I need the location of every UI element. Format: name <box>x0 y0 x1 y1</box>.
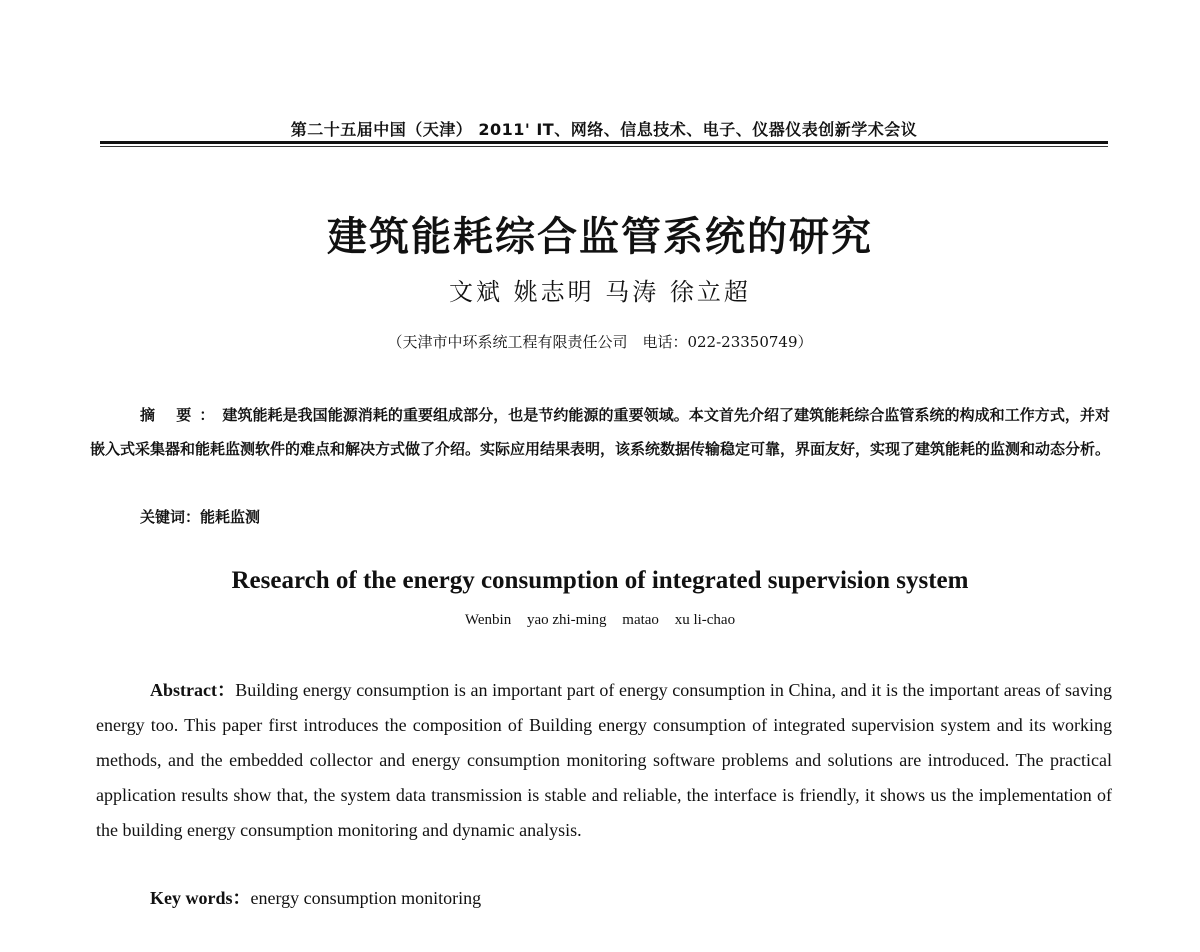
en-title: Research of the energy consumption of integrated supervision system <box>231 567 969 594</box>
en-abstract <box>96 673 1112 848</box>
cn-title: 建筑能耗综合监管系统的研究 <box>327 214 873 260</box>
en-abstract-text: Building energy consumption is an important part of energy consumption in China, and it is the important areas of saving energy too. This paper first introduces the composition of Building energy consumption of integrated supervision system and its working methods, and the embedded collector and energy consumption monitoring software problems and solutions are introduced. The practical application results show that, the system data transmission is stable and reliable, the interface is friendly, it shows us the implementation of the building energy consumption monitoring and dynamic analysis. <box>96 680 1113 840</box>
en-author: yao zhi-ming <box>526 612 607 628</box>
en-abstract-label: Abstract： <box>150 680 236 700</box>
cn-affiliation: （天津市中环系统工程有限责任公司 电话：022-23350749） <box>387 333 813 351</box>
en-author: Wenbin <box>464 612 512 628</box>
en-keywords-text: energy consumption monitoring <box>250 888 482 908</box>
header-rule <box>100 141 1108 144</box>
en-keywords-label: Key words： <box>150 888 251 908</box>
cn-keywords <box>140 506 260 527</box>
cn-keywords-text: 能耗监测 <box>200 508 261 526</box>
conference-header: 第二十五届中国（天津） 2011' IT、网络、信息技术、电子、仪器仪表创新学术会议 <box>290 120 918 139</box>
cn-abstract-text: 建筑能耗是我国能源消耗的重要组成部分，也是节约能源的重要领域。本文首先介绍了建筑能耗综合监管系统的构成和工作方式，并对嵌入式采集器和能耗监测软件的难点和解决方式做了介绍。实际应用结果表明，该系统数据传输稳定可靠，界面友好，实现了建筑能耗的监测和动态分析。 <box>90 406 1111 458</box>
en-authors <box>0 612 1200 629</box>
en-author: matao <box>622 612 659 628</box>
en-author: xu li-chao <box>674 612 736 628</box>
cn-abstract <box>90 398 1110 466</box>
en-keywords <box>150 884 481 910</box>
cn-abstract-label: 摘 要： <box>140 406 223 424</box>
cn-authors: 文斌 姚志明 马涛 徐立超 <box>449 278 751 306</box>
cn-keywords-label: 关键词： <box>140 508 201 526</box>
header-rule-thin <box>100 146 1108 147</box>
